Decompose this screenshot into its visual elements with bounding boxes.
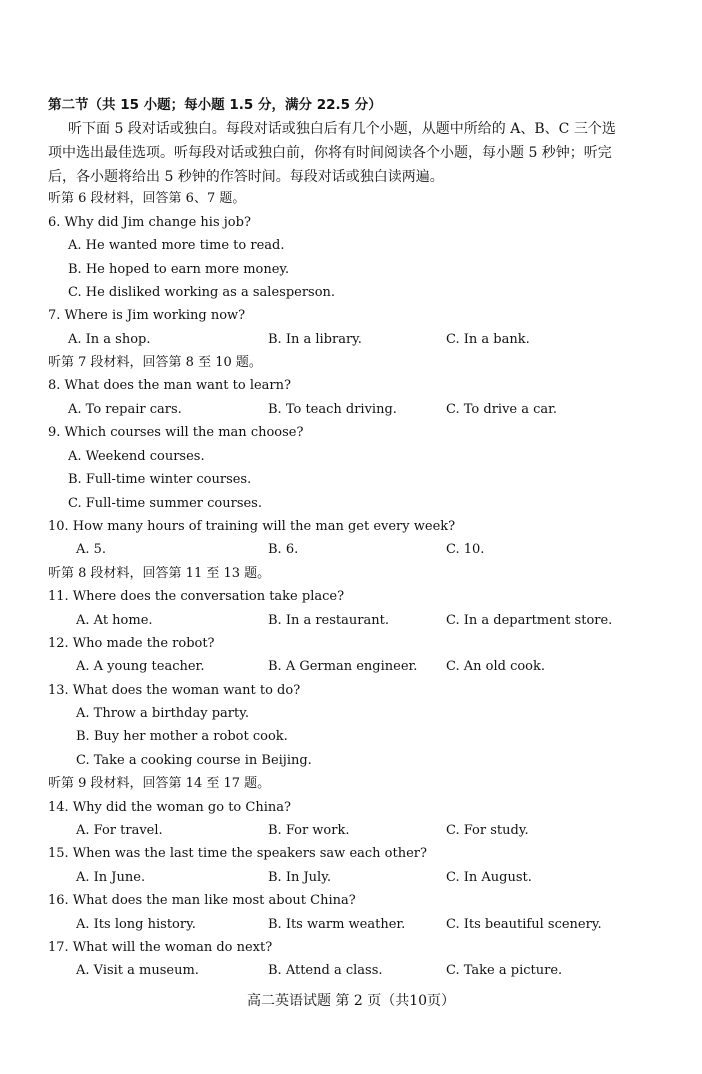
question-14-option-a: A. For travel. bbox=[76, 823, 163, 838]
question-8-option-a: A. To repair cars. bbox=[68, 402, 182, 417]
question-14-option-b: B. For work. bbox=[268, 823, 350, 838]
question-16: 16. What does the man like most about China? bbox=[48, 893, 356, 908]
question-9-option-c: C. Full-time summer courses. bbox=[68, 496, 262, 511]
question-8-option-c: C. To drive a car. bbox=[446, 402, 558, 417]
section-intro-line-2: 项中选出最佳选项。听每段对话或独白前，你将有时间阅读各个小题，每小题 5 秒钟；听完 bbox=[48, 145, 612, 161]
question-12-option-a: A. A young teacher. bbox=[76, 659, 205, 674]
question-12-option-c: C. An old cook. bbox=[446, 659, 546, 674]
question-15-option-a: A. In June. bbox=[76, 870, 146, 885]
question-11-option-c: C. In a department store. bbox=[446, 613, 613, 628]
section-intro-line-3: 后，各小题将给出 5 秒钟的作答时间。每段对话或独白读两遍。 bbox=[48, 169, 444, 185]
group-label-8: 听第 8 段材料，回答第 11 至 13 题。 bbox=[48, 566, 271, 581]
question-12-option-b: B. A German engineer. bbox=[268, 659, 418, 674]
group-label-7: 听第 7 段材料，回答第 8 至 10 题。 bbox=[48, 355, 262, 370]
question-16-option-c: C. Its beautiful scenery. bbox=[446, 917, 602, 932]
section-heading: 第二节（共 15 小题；每小题 1.5 分，满分 22.5 分） bbox=[48, 97, 382, 113]
question-10-option-a: A. 5. bbox=[76, 542, 107, 557]
question-8: 8. What does the man want to learn? bbox=[48, 378, 291, 393]
question-17-option-c: C. Take a picture. bbox=[446, 963, 563, 978]
question-11-option-b: B. In a restaurant. bbox=[268, 613, 389, 628]
question-17: 17. What will the woman do next? bbox=[48, 940, 273, 955]
question-6-option-c: C. He disliked working as a salesperson. bbox=[68, 285, 336, 300]
page-footer: 高二英语试题 第 2 页（共10页） bbox=[246, 993, 456, 1009]
question-16-option-a: A. Its long history. bbox=[76, 917, 196, 932]
question-13-option-a: A. Throw a birthday party. bbox=[76, 706, 249, 721]
question-16-option-b: B. Its warm weather. bbox=[268, 917, 406, 932]
question-14: 14. Why did the woman go to China? bbox=[48, 800, 291, 815]
question-13-option-b: B. Buy her mother a robot cook. bbox=[76, 729, 288, 744]
question-7-option-c: C. In a bank. bbox=[446, 332, 530, 347]
question-6-option-a: A. He wanted more time to read. bbox=[68, 238, 285, 253]
question-9-option-a: A. Weekend courses. bbox=[68, 449, 205, 464]
question-7-option-a: A. In a shop. bbox=[68, 332, 151, 347]
question-8-option-b: B. To teach driving. bbox=[268, 402, 397, 417]
question-17-option-a: A. Visit a museum. bbox=[76, 963, 199, 978]
group-label-9: 听第 9 段材料，回答第 14 至 17 题。 bbox=[48, 776, 271, 791]
question-12: 12. Who made the robot? bbox=[48, 636, 215, 651]
question-13: 13. What does the woman want to do? bbox=[48, 683, 301, 698]
question-9: 9. Which courses will the man choose? bbox=[48, 425, 304, 440]
question-11: 11. Where does the conversation take place? bbox=[48, 589, 345, 604]
question-6-option-b: B. He hoped to earn more money. bbox=[68, 262, 290, 277]
question-11-option-a: A. At home. bbox=[76, 613, 153, 628]
question-15: 15. When was the last time the speakers saw each other? bbox=[48, 846, 427, 861]
section-intro-line-1: 听下面 5 段对话或独白。每段对话或独白后有几个小题，从题中所给的 A、B、C 三个选 bbox=[68, 121, 616, 137]
question-10-option-b: B. 6. bbox=[268, 542, 299, 557]
question-13-option-c: C. Take a cooking course in Beijing. bbox=[76, 753, 312, 768]
question-15-option-b: B. In July. bbox=[268, 870, 331, 885]
question-9-option-b: B. Full-time winter courses. bbox=[68, 472, 252, 487]
question-7-option-b: B. In a library. bbox=[268, 332, 362, 347]
question-6: 6. Why did Jim change his job? bbox=[48, 215, 251, 230]
question-10: 10. How many hours of training will the man get every week? bbox=[48, 519, 456, 534]
question-10-option-c: C. 10. bbox=[446, 542, 485, 557]
question-17-option-b: B. Attend a class. bbox=[268, 963, 383, 978]
question-14-option-c: C. For study. bbox=[446, 823, 529, 838]
group-label-6: 听第 6 段材料，回答第 6、7 题。 bbox=[48, 191, 246, 206]
question-15-option-c: C. In August. bbox=[446, 870, 532, 885]
question-7: 7. Where is Jim working now? bbox=[48, 308, 246, 323]
